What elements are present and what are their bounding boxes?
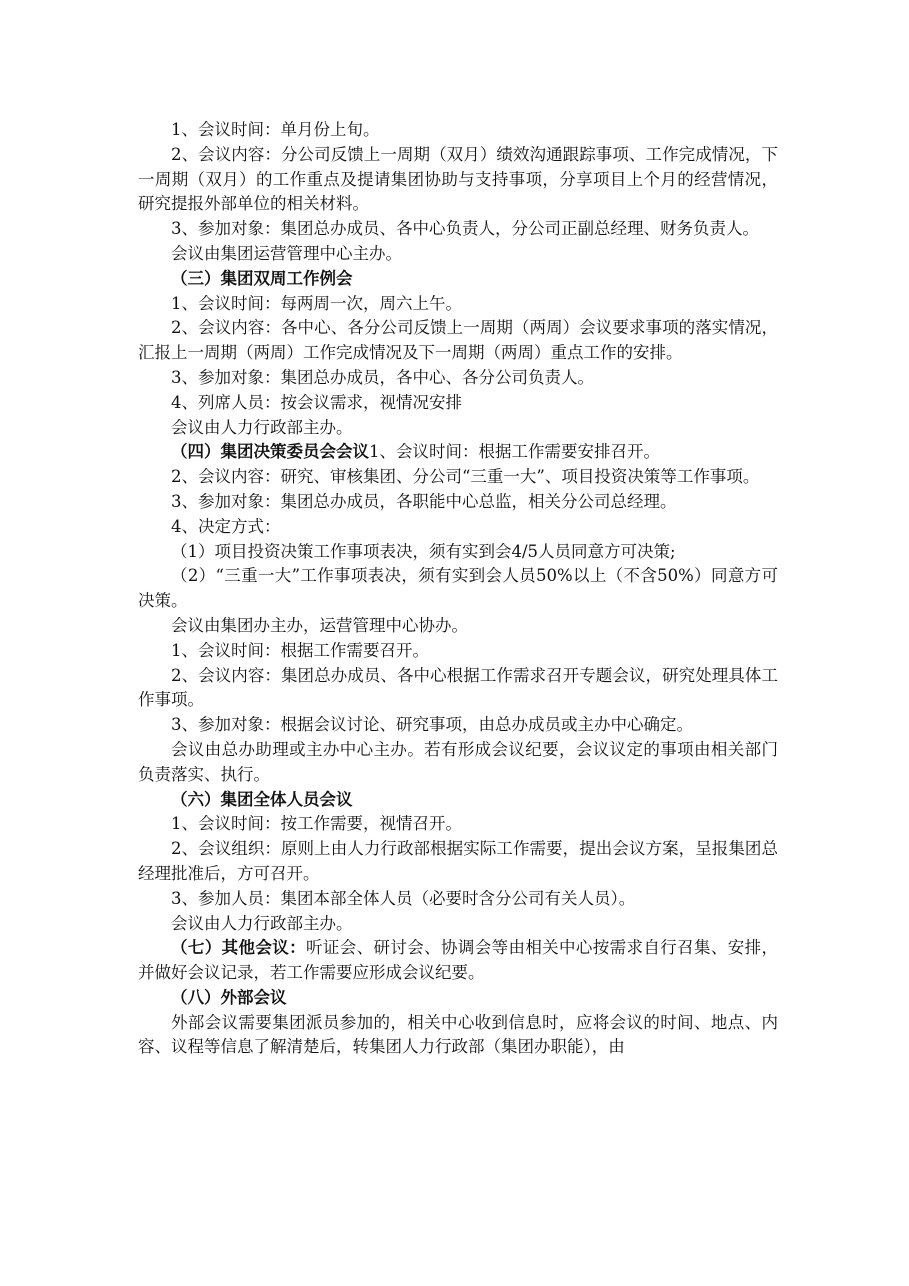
section-heading (138, 986, 778, 1011)
section-heading (138, 936, 778, 986)
paragraph (138, 664, 778, 714)
paragraph (138, 887, 778, 912)
paragraph-text: 4、决定方式： (171, 516, 281, 536)
paragraph-text: 2、会议内容：研究、审核集团、分公司“三重一大”、项目投资决策等工作事项。 (171, 467, 760, 487)
paragraph (138, 639, 778, 664)
paragraph (138, 316, 778, 366)
paragraph (138, 713, 778, 738)
paragraph (138, 738, 778, 788)
paragraph (138, 242, 778, 267)
paragraph-text: 3、参加对象：集团总办成员、各中心负责人，分公司正副总经理、财务负责人。 (171, 219, 759, 239)
paragraph-text: 3、参加对象：集团总办成员，各中心、各分公司负责人。 (171, 367, 594, 387)
heading-text: （八）外部会议 (171, 987, 287, 1007)
paragraph-text: 会议由总办助理或主办中心主办。若有形成会议纪要，会议议定的事项由相关部门负责落实、执行。 (138, 739, 778, 784)
paragraph-text: 1、会议时间：单月份上旬。 (171, 120, 380, 139)
document-body (138, 118, 778, 1060)
paragraph-text: 3、参加对象：根据会议讨论、研究事项，由总办成员或主办中心确定。 (171, 715, 693, 735)
paragraph-text: 1、会议时间：根据工作需要安排召开。 (369, 442, 660, 462)
paragraph-text: 会议由集团运营管理中心主办。 (171, 243, 402, 263)
paragraph (138, 143, 778, 217)
section-heading (138, 788, 778, 813)
paragraph-text: 会议由集团办主办，运营管理中心协办。 (171, 615, 468, 635)
paragraph (138, 837, 778, 887)
paragraph-text: 4、列席人员：按会议需求，视情况安排 (171, 392, 462, 412)
paragraph-text: 听证会、研讨会、协调会等由相关中心按需求自行召集、安排，并做好会议记录，若工作需要应形成会议纪要。 (138, 938, 779, 983)
paragraph (138, 292, 778, 317)
paragraph-text: 3、参加对象：集团总办成员，各职能中心总监，相关分公司总经理。 (171, 491, 677, 511)
paragraph (138, 912, 778, 937)
paragraph (138, 515, 778, 540)
paragraph (138, 564, 778, 614)
paragraph (138, 812, 778, 837)
paragraph-text: 2、会议内容：分公司反馈上一周期（双月）绩效沟通跟踪事项、工作完成情况，下一周期（双月）的工作重点及提请集团协助与支持事项，分享项目上个月的经营情况，研究提报外部单位的相关材料。 (138, 144, 778, 214)
paragraph (138, 416, 778, 441)
paragraph (138, 118, 778, 143)
paragraph (138, 614, 778, 639)
heading-text: （七）其他会议： (171, 938, 306, 958)
paragraph-text: 会议由人力行政部主办。 (171, 417, 353, 437)
paragraph-text: 会议由人力行政部主办。 (171, 913, 353, 933)
paragraph-text: 3、参加人员：集团本部全体人员（必要时含分公司有关人员）。 (171, 888, 636, 908)
paragraph (138, 490, 778, 515)
paragraph-text: 1、会议时间：根据工作需要召开。 (171, 640, 429, 660)
paragraph (138, 1011, 778, 1061)
heading-text: （四）集团决策委员会会议 (171, 442, 369, 462)
paragraph (138, 465, 778, 490)
paragraph-text: 外部会议需要集团派员参加的，相关中心收到信息时，应将会议的时间、地点、内容、议程等信息了解清楚后，转集团人力行政部（集团办职能），由 (138, 1012, 778, 1057)
paragraph-text: 1、会议时间：按工作需要，视情召开。 (171, 814, 462, 834)
heading-text: （六）集团全体人员会议 (171, 789, 353, 809)
section-heading (138, 267, 778, 292)
paragraph-text: 1、会议时间：每两周一次，周六上午。 (171, 293, 462, 313)
paragraph-text: 2、会议组织：原则上由人力行政部根据实际工作需要，提出会议方案，呈报集团总经理批准后，方可召开。 (138, 839, 778, 883)
paragraph-text: 2、会议内容：集团总办成员、各中心根据工作需求召开专题会议，研究处理具体工作事项。 (138, 665, 778, 710)
paragraph-text: （1）项目投资决策工作事项表决，须有实到会4/5人员同意方可决策; (171, 541, 676, 561)
paragraph (138, 391, 778, 416)
paragraph (138, 217, 778, 242)
paragraph-text: 2、会议内容：各中心、各分公司反馈上一周期（两周）会议要求事项的落实情况，汇报上一周期（两周）工作完成情况及下一周期（两周）重点工作的安排。 (138, 318, 778, 363)
heading-text: （三）集团双周工作例会 (171, 268, 353, 288)
paragraph (138, 366, 778, 391)
section-heading (138, 440, 778, 465)
paragraph (138, 540, 778, 565)
paragraph-text: （2）“三重一大”工作事项表决，须有实到会人员50%以上（不含50%）同意方可决策。 (138, 566, 778, 611)
